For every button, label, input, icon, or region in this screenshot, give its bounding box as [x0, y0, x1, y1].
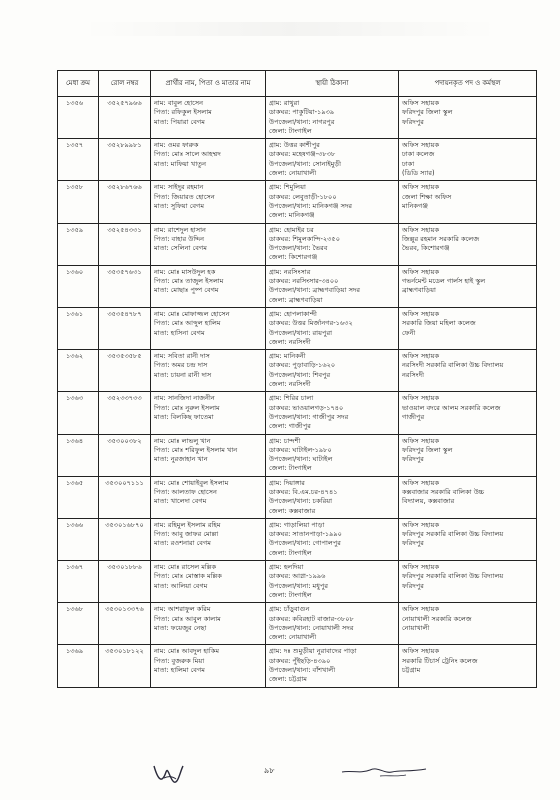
name-cell-line: নাম: সাইদুর রহমান [154, 183, 204, 192]
address-cell-line: উপজেলা/থানা: গাজীপুর সদর [269, 412, 349, 421]
table-row [58, 224, 536, 266]
name-cell-line: মাতা: ফয়েজুর নেছা [154, 623, 207, 632]
post-cell-line: জেলা শিক্ষা অফিস [402, 192, 452, 201]
post-cell-line: ফরিদপুর জিলা স্কুল [402, 108, 453, 117]
roll-cell: ৩৫৩৫৪৭৮৭ [99, 308, 151, 349]
post-cell-line: অফিস সহায়ক [402, 478, 440, 487]
signature-right [340, 760, 430, 784]
header-serial: মেধা ক্রম [58, 71, 99, 96]
address-cell-line: জেলা: নোয়াখালী [269, 633, 317, 642]
address-cell [266, 139, 399, 180]
roll-cell: ৩৫২৮৬৭৬৬ [99, 181, 151, 222]
post-cell-line: অফিস সহায়ক [402, 436, 440, 445]
name-cell-line: মাতা: পিয়ারা বেগম [154, 117, 205, 126]
name-cell [151, 224, 266, 265]
name-cell-line: পিতা: মোঃ তাজুল ইসলাম [154, 277, 224, 286]
name-cell-line: মাতা: আলিয়া বেগম [154, 581, 208, 590]
post-cell-line: ফরিদপুর [402, 455, 424, 464]
address-cell [266, 561, 399, 602]
post-cell-line: ব্রাহ্মণবাড়িয়া [402, 286, 436, 295]
name-cell-line: পিতা: মোঃ সালে আহম্মদ [154, 150, 221, 159]
table-row [58, 97, 536, 139]
table-row [58, 181, 536, 223]
post-cell-line: ঢাকা কলেজ [402, 150, 435, 159]
post-cell-line: মানিকগঞ্জ [402, 201, 428, 210]
scan-shadow [80, 22, 500, 36]
name-cell-line: পিতা: মোঃ মোস্তাক মল্লিক [154, 572, 222, 581]
post-cell-line: অফিস সহায়ক [402, 605, 440, 614]
roll-cell: ৩৫২৫৪৩৩১ [99, 224, 151, 265]
serial-cell: ১৩৬২ [58, 350, 99, 391]
roll-cell: ৩৫৩৫৩৫৮৫ [99, 350, 151, 391]
name-cell-line: নাম: সানজিদা নাজনীন [154, 394, 215, 403]
name-cell-line: নাম: মোঃ লাভলু খান [154, 436, 211, 445]
post-cell-line: অফিস সহায়ক [402, 99, 440, 107]
table-row [58, 435, 536, 477]
address-cell [266, 392, 399, 433]
address-cell [266, 181, 399, 222]
post-cell [399, 561, 536, 602]
address-cell-line: ডাকঘর: বি.এম.চর-৪৭৪১ [269, 487, 338, 496]
table-row [58, 139, 536, 181]
roll-cell: ৩৫৩০১৮১২২ [99, 645, 151, 686]
post-cell [399, 603, 536, 644]
post-cell-line: অফিস সহায়ক [402, 183, 440, 192]
post-cell-line: বিদ্যালয়, কক্সবাজার [402, 497, 455, 506]
post-cell-line: জিল্লুর রহমান সরকারি কলেজ [402, 234, 480, 243]
address-cell-line: উপজেলা/থানা: ব্রাহ্মণবাড়িয়া সদর [269, 286, 361, 295]
name-cell [151, 603, 266, 644]
name-cell [151, 645, 266, 686]
address-cell-line: গ্রাম: দিয়াঙ্গার [269, 478, 305, 487]
address-cell-line: উপজেলা/থানা: গোপালপুর [269, 539, 341, 548]
address-cell-line: উপজেলা/থানা: ভৈরব [269, 244, 328, 253]
name-cell-line: পিতা: মোঃ আব্দুল হালিম [154, 319, 221, 328]
address-cell-line: গ্রাম: হলদিয়া [269, 563, 304, 572]
serial-cell: ১৩৫৭ [58, 139, 99, 180]
name-cell [151, 266, 266, 307]
address-cell [266, 224, 399, 265]
post-cell-line: অফিস সহায়ক [402, 225, 440, 234]
post-cell-line: নোয়াখালী সরকারি কলেজ [402, 614, 472, 623]
serial-cell: ১৩৬৮ [58, 603, 99, 644]
post-cell-line: অফিস সহায়ক [402, 309, 440, 318]
name-cell-line: পিতা: আলতাফ হোসেন [154, 487, 217, 496]
table-row [58, 603, 536, 645]
table-header-row [58, 71, 536, 97]
roll-cell: ৩৫৩৫৭৬৩১ [99, 266, 151, 307]
post-cell-line: অফিস সহায়ক [402, 647, 440, 656]
address-cell-line: গ্রাম: মানিকনী [269, 352, 306, 361]
name-cell [151, 435, 266, 476]
address-cell-line: ডাকঘর: সাতানপাড়া-১৯৯০ [269, 530, 342, 539]
address-cell-line: গ্রাম: উত্তর কাশীপুর [269, 141, 320, 150]
post-cell-line: অফিস সহায়ক [402, 394, 440, 403]
name-cell-line: মাতা: নুরজাহান খান [154, 455, 208, 464]
name-cell-line: পিতা: মোঃ আবুল কালাম [154, 614, 221, 623]
post-cell [399, 139, 536, 180]
merit-list-table [57, 70, 537, 688]
roll-cell: ৩৫২৫৭৯৬৬ [99, 97, 151, 138]
address-cell-line: গ্রাম: হোমাইর চর [269, 225, 314, 234]
post-cell-line: অফিস সহায়ক [402, 352, 440, 361]
address-cell-line: জেলা: টাংগাইল [269, 126, 312, 135]
table-row [58, 350, 536, 392]
address-cell [266, 308, 399, 349]
address-cell-line: জেলা: ব্রাহ্মণবাড়িয়া [269, 295, 323, 304]
name-cell-line: মাতা: রওশনারা বেগম [154, 539, 211, 548]
address-cell-line: জেলা: নোয়াখালী [269, 169, 317, 178]
name-cell-line: নাম: মোঃ মোফাজ্জল হোসেন [154, 309, 230, 318]
table-row [58, 561, 536, 603]
roll-cell: ৩৫৩০০৭১১১ [99, 477, 151, 518]
serial-cell: ১৩৬৭ [58, 561, 99, 602]
address-cell-line: জেলা: টাংগাইল [269, 590, 312, 599]
address-cell-line: জেলা: কিশোরগঞ্জ [269, 253, 318, 262]
name-cell [151, 561, 266, 602]
page-number: ৯৮ [264, 766, 275, 775]
address-cell-line: গ্রাম: চান্দশী [269, 436, 301, 445]
address-cell-line: জেলা: নরসিংদী [269, 380, 311, 389]
address-cell-line: উপজেলা/থানা: মানিকগঞ্জ সদর [269, 201, 353, 210]
address-cell-line: জেলা: টাংগাইল [269, 464, 312, 473]
roll-cell: ৩৫৩০১৮৮৬ [99, 561, 151, 602]
name-cell-line: পিতা: জিয়ারত হোসেন [154, 192, 215, 201]
name-cell-line: মাতা: চায়না রানী দাস [154, 370, 212, 379]
name-cell-line: পিতা: বাহার উদ্দিন [154, 234, 205, 243]
post-cell-line: অফিস সহায়ক [402, 520, 440, 529]
roll-cell: ৩৫২৮৯৯৮১ [99, 139, 151, 180]
serial-cell: ১৩৬০ [58, 266, 99, 307]
name-cell [151, 181, 266, 222]
post-cell-line: ফরিদপুর জিলা স্কুল [402, 445, 453, 454]
address-cell-line: ডাকঘর: ঘাটাইল-১৯৮০ [269, 445, 332, 454]
post-cell-line: নোয়াখালী [402, 623, 430, 632]
table-row [58, 519, 536, 561]
name-cell-line: মাতা: সেলিনা বেগম [154, 244, 207, 253]
name-cell-line: নাম: মোঃ শোয়াইবুল ইসলাম [154, 478, 229, 487]
post-cell-line: (ডিডি স্যার) [402, 169, 435, 178]
post-cell-line: ফরিদপুর [402, 539, 424, 548]
post-cell [399, 435, 536, 476]
name-cell-line: নাম: সবিতা রানী দাস [154, 352, 210, 361]
address-cell-line: ডাকঘর: শিমুলকান্দি-২৩৫০ [269, 234, 340, 243]
name-cell-line: নাম: ওমর ফারুক [154, 141, 199, 150]
serial-cell: ১৩৫৮ [58, 181, 99, 222]
post-cell [399, 308, 536, 349]
name-cell-line: পিতা: আবু জাফর মোল্লা [154, 530, 219, 539]
address-cell-line: গ্রাম: শিমুলিয়া [269, 183, 306, 192]
roll-cell: ৩৫৩০১৬৮৭০ [99, 519, 151, 560]
address-cell-line: ডাকঘর: উত্তর মির্জানগর-১৬৩২ [269, 319, 353, 328]
address-cell-line: গ্রাম: শিরির চালা [269, 394, 314, 403]
serial-cell: ১৩৬৩ [58, 392, 99, 433]
address-cell-line: উপজেলা/থানা: শিবপুর [269, 370, 331, 379]
post-cell-line: গভর্নমেন্ট মডেল গার্লস হাই স্কুল [402, 277, 486, 286]
name-cell-line: পিতা: অমর চন্দ্র দাস [154, 361, 208, 370]
address-cell-line: উপজেলা/থানা: মধুপুর [269, 581, 329, 590]
table-body [58, 97, 536, 688]
name-cell-line: পিতা: বুজরুক মিয়া [154, 656, 205, 665]
address-cell [266, 266, 399, 307]
name-cell-line: মাতা: খালেদা বেগম [154, 497, 207, 506]
address-cell-line: ডাকঘর: পুড়াবাড়ি-১৬২০ [269, 361, 336, 370]
address-cell [266, 97, 399, 138]
header-roll: রোল নম্বর [99, 71, 151, 96]
address-cell-line: উপজেলা/থানা: নোয়াখালী সদর [269, 623, 354, 632]
serial-cell: ১৩৫৬ [58, 97, 99, 138]
name-cell-line: মাতা: সুফিয়া বেগম [154, 201, 205, 210]
name-cell [151, 477, 266, 518]
table-row [58, 645, 536, 687]
table-row [58, 392, 536, 434]
post-cell-line: অফিস সহায়ক [402, 141, 440, 150]
address-cell-line: ডাকঘর: পাকুটিয়া-১৯৩৯ [269, 108, 335, 117]
name-cell-line: মাতা: মোছাঃ পুষ্প বেগম [154, 286, 219, 295]
header-name: প্রার্থীর নাম, পিতা ও মাতার নাম [151, 71, 266, 96]
serial-cell: ১৩৬৯ [58, 645, 99, 686]
post-cell-line: ফেনী [402, 328, 416, 337]
name-cell-line: নাম: আশরাফুল করিম [154, 605, 211, 614]
post-cell-line: নরসিংদী সরকারি বালিকা উচ্চ বিদ্যালয় [402, 361, 504, 370]
name-cell-line: নাম: মোঃ রাসেল মল্লিক [154, 563, 217, 572]
address-cell [266, 519, 399, 560]
post-cell-line: ভৈরব, কিশোরগঞ্জ [402, 244, 450, 253]
address-cell-line: উপজেলা/থানা: রায়পুরা [269, 328, 332, 337]
address-cell [266, 477, 399, 518]
address-cell-line: ডাকঘর: আগ্না-১৯৯৬ [269, 572, 326, 581]
address-cell-line: গ্রাম: গাড়ালিয়া পাড়া [269, 520, 325, 529]
post-cell [399, 266, 536, 307]
post-cell [399, 519, 536, 560]
address-cell-line: জেলা: চট্টগ্রাম [269, 675, 307, 684]
post-cell-line: সরকারি টিচার্স ট্রেনিং কলেজ [402, 656, 478, 665]
name-cell-line: নাম: রাশেদুল হাসান [154, 225, 206, 234]
post-cell-line: সরকারি জিয়া মহিলা কলেজ [402, 319, 476, 328]
header-post: পদায়নকৃত পদ ও কর্মস্থল [434, 79, 501, 87]
serial-cell: ১৩৬১ [58, 308, 99, 349]
address-cell-line: জেলা: টাংগাইল [269, 548, 312, 557]
table-row [58, 308, 536, 350]
post-cell-line: ফরিদপুর [402, 581, 424, 590]
post-cell [399, 645, 536, 686]
address-cell-line: গ্রাম: হোপলাকান্দী [269, 309, 317, 318]
table-row [58, 477, 536, 519]
post-cell-line: ফরিদপুর সরকারি বালিকা উচ্চ বিদ্যালয় [402, 572, 504, 581]
post-cell-line: অফিস সহায়ক [402, 267, 440, 276]
name-cell-line: পিতা: মোঃ নুরুল ইসলাম [154, 403, 220, 412]
serial-cell: ১৩৬৬ [58, 519, 99, 560]
serial-cell: ১৩৫৯ [58, 224, 99, 265]
address-cell-line: জেলা: নরসিংদী [269, 337, 311, 346]
address-cell-line: জেলা: গাজীপুর [269, 422, 311, 431]
post-cell-line: নরসিংদী [402, 370, 424, 379]
name-cell-line: মাতা: হাসিনা বেগম [154, 328, 205, 337]
header-address: স্থায়ী ঠিকানা [266, 71, 399, 96]
address-cell-line: উপজেলা/থানা: সোনাইমুড়ী [269, 159, 342, 168]
post-cell [399, 392, 536, 433]
name-cell-line: মাতা: বিলকিছ ফাতেমা [154, 412, 214, 421]
name-cell [151, 350, 266, 391]
address-cell-line: ডাকঘর: পুঁইছড়ি-৪৩৯০ [269, 656, 331, 665]
address-cell [266, 435, 399, 476]
post-cell [399, 477, 536, 518]
name-cell-line: নাম: বাবুল হোসেন [154, 99, 204, 107]
address-cell [266, 645, 399, 686]
address-cell-line: ডাকঘর: মহেষগঞ্জ-৩৮৩৮ [269, 150, 336, 159]
name-cell-line: মাতা: মাফিয়া খাতুন [154, 159, 207, 168]
address-cell [266, 603, 399, 644]
address-cell-line: ডাকঘর: লেবুতাড়ী-১৮০০ [269, 192, 337, 201]
serial-cell: ১৩৬৪ [58, 435, 99, 476]
roll-cell: ৩৫৩০১৩৩৭৬ [99, 603, 151, 644]
post-cell-line: ফরিদপুর সরকারি বালিকা উচ্চ বিদ্যালয় [402, 530, 504, 539]
address-cell-line: গ্রাম: রাথুরা [269, 99, 300, 107]
name-cell-line: মাতা: হালিমা বেগম [154, 666, 205, 675]
address-cell-line: গ্রাম: দঃ শুমুড়ীয়া নুরাবাদের পাড়া [269, 647, 357, 656]
address-cell [266, 350, 399, 391]
post-cell [399, 181, 536, 222]
address-cell-line: ডাকঘর: ভাওয়ালগড়-১৭৪০ [269, 403, 344, 412]
name-cell-line: পিতা: মোঃ শরিফুল ইসলাম খান [154, 445, 238, 454]
signature-left [150, 758, 188, 792]
address-cell-line: জেলা: কক্সবাজার [269, 506, 316, 515]
table-row [58, 266, 536, 308]
name-cell-line: পিতা: রফিকুল ইসলাম [154, 108, 212, 117]
address-cell-line: উপজেলা/থানা: বাঁশখালী [269, 666, 336, 675]
post-cell-line: অফিস সহায়ক [402, 563, 440, 572]
address-cell-line: ডাকঘর: নরসিংসার-৩৪০০ [269, 277, 339, 286]
post-cell-line: ভাওয়াল বদরে আলম সরকারি কলেজ [402, 403, 501, 412]
post-cell [399, 350, 536, 391]
post-cell [399, 97, 536, 138]
name-cell [151, 97, 266, 138]
post-cell-line: ফরিদপুর [402, 117, 424, 126]
serial-cell: ১৩৬৫ [58, 477, 99, 518]
name-cell [151, 392, 266, 433]
address-cell-line: ডাকঘর: কবিরহাট বাজার-৩৮০৮ [269, 614, 354, 623]
address-cell-line: গ্রাম: চাঁড়ুবাগুন [269, 605, 310, 614]
post-cell-line: কক্সবাজার সরকারি বালিকা উচ্চ [402, 487, 485, 496]
name-cell-line: নাম: মোঃ মাসউদুল হক [154, 267, 216, 276]
address-cell-line: জেলা: মানিকগঞ্জ [269, 211, 315, 220]
roll-cell: ৩৫২৩৩৭৩৩ [99, 392, 151, 433]
address-cell-line: উপজেলা/থানা: চকরিয়া [269, 497, 333, 506]
name-cell-line: নাম: রহিমুল ইসলাম রহিম [154, 520, 221, 529]
address-cell-line: উপজেলা/থানা: ঘাটাইল [269, 455, 333, 464]
name-cell [151, 308, 266, 349]
address-cell-line: উপজেলা/থানা: নাগরপুর [269, 117, 335, 126]
address-cell-line: গ্রাম: নরসিংসার [269, 267, 311, 276]
post-cell-line: গাজীপুর [402, 412, 425, 421]
post-cell-line: চট্টগ্রাম [402, 666, 421, 675]
name-cell-line: নাম: মোঃ আবদুল হাকিম [154, 647, 220, 656]
post-cell [399, 224, 536, 265]
name-cell [151, 519, 266, 560]
post-cell-line: ঢাকা [402, 159, 415, 168]
name-cell [151, 139, 266, 180]
roll-cell: ৩৫৩০০৩৮২ [99, 435, 151, 476]
